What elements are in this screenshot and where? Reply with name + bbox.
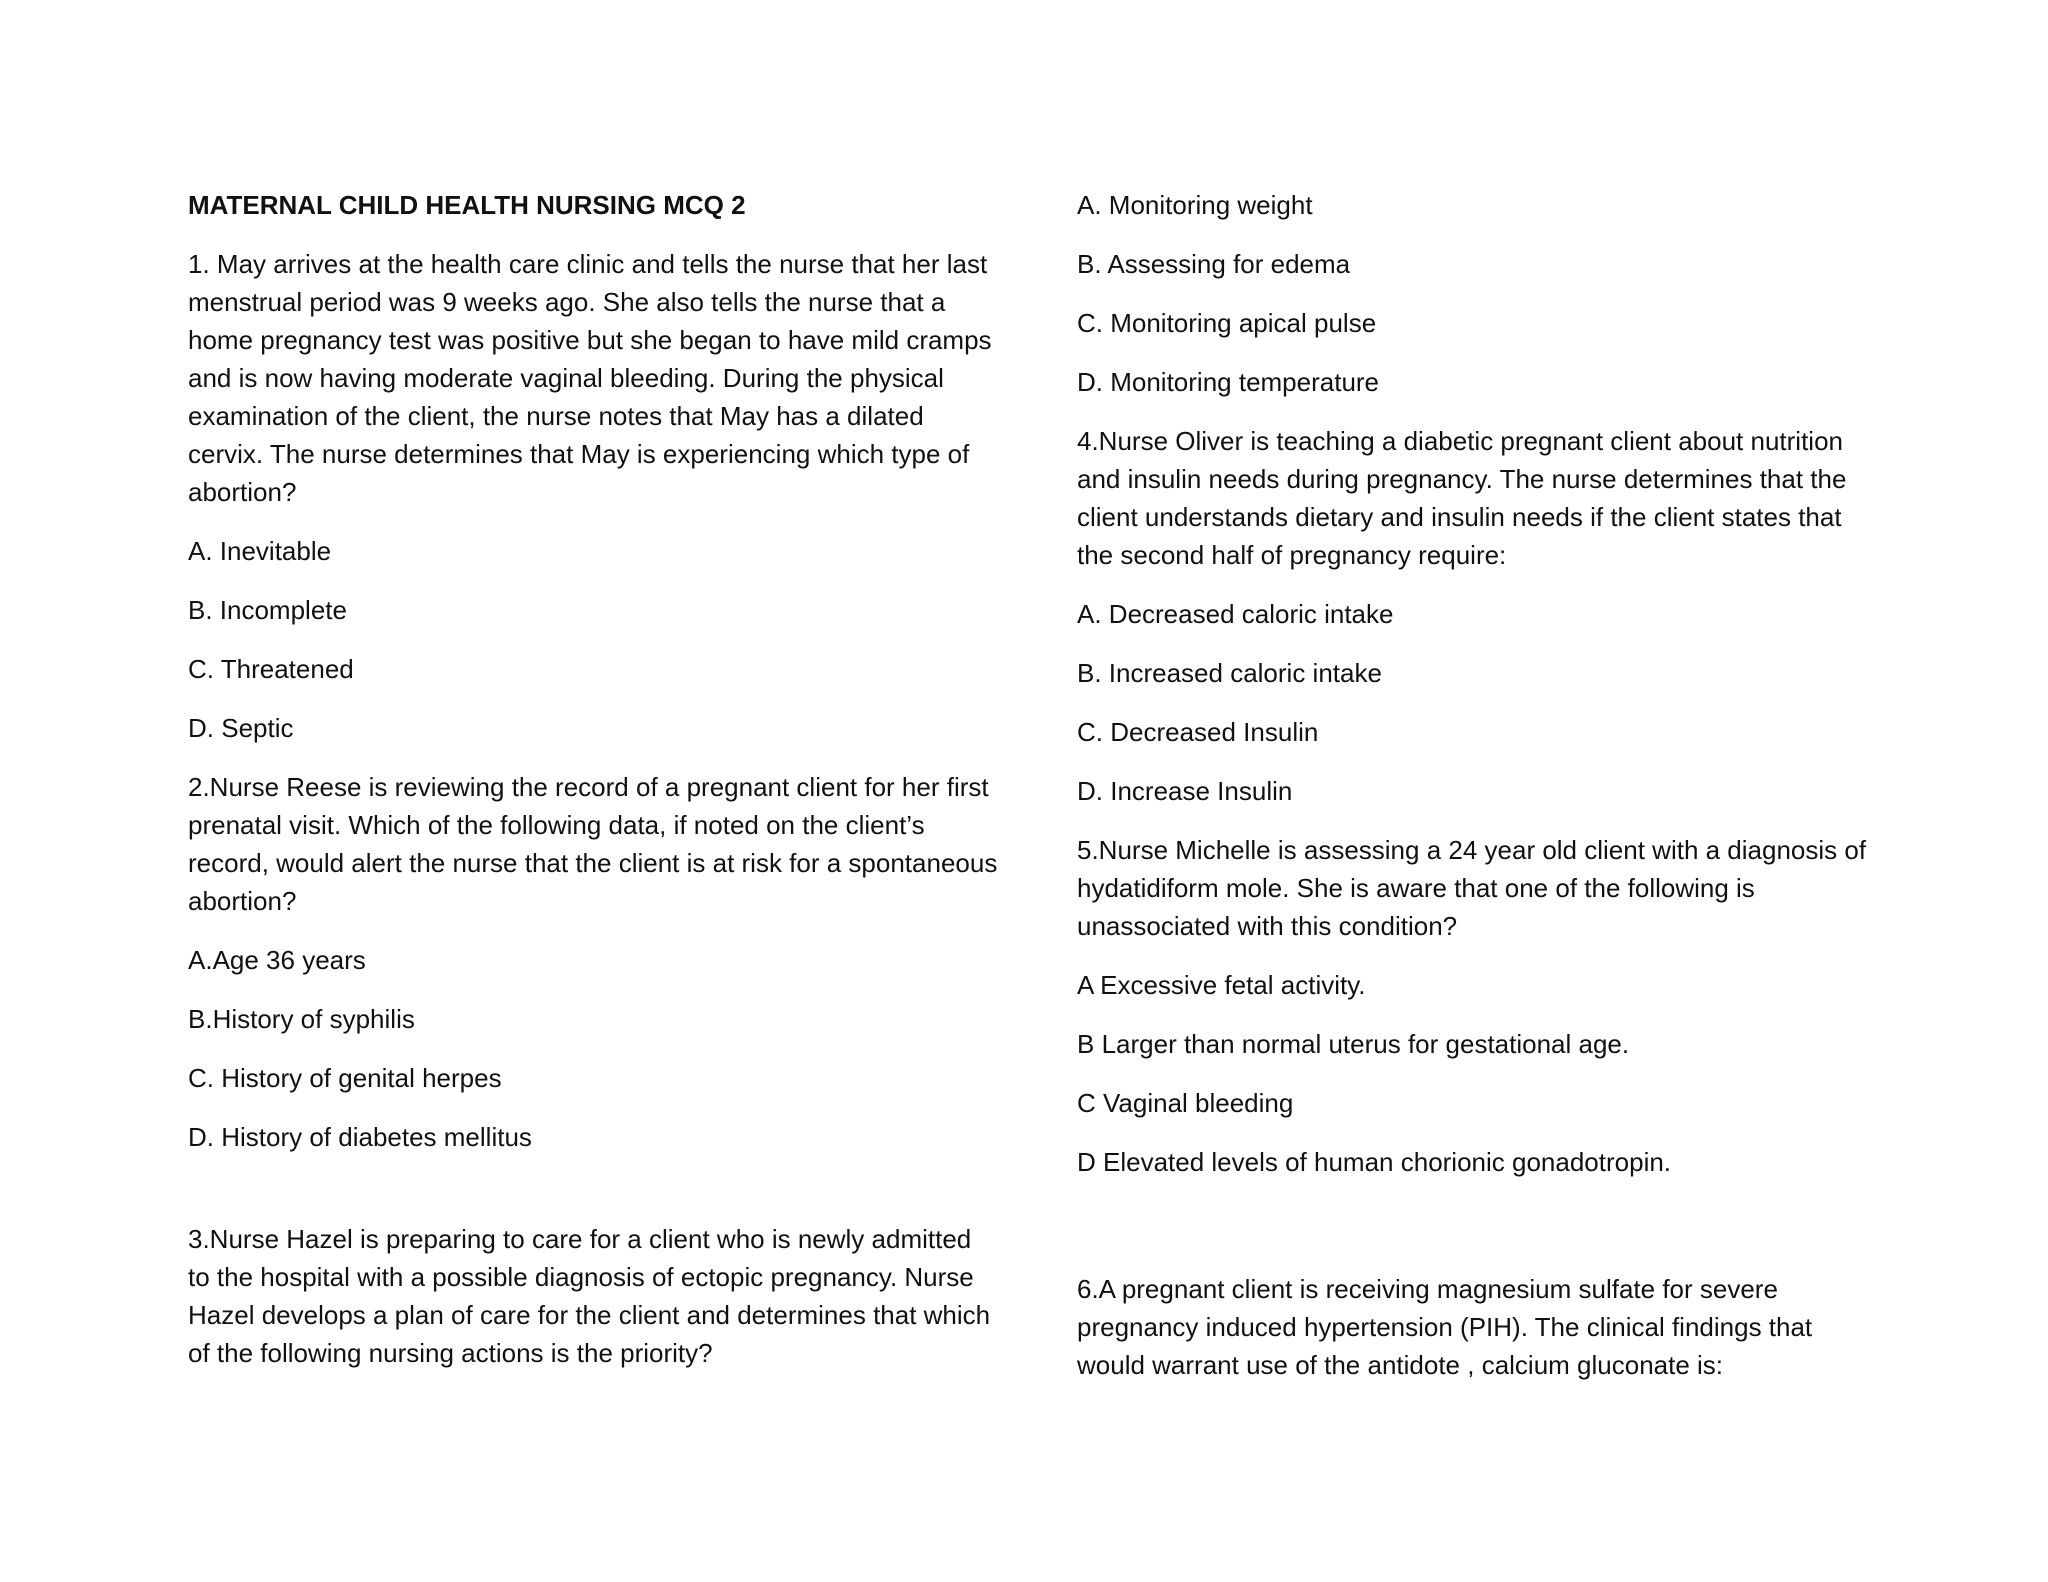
question-1-option-c: C. Threatened <box>188 654 354 684</box>
question-3-stem: 3.Nurse Hazel is preparing to care for a client who is newly admitted to the hospital with a possible diagnosis of ectopic pregnancy. Nurse Hazel develops a plan of care for the client and determines that which of the following nursing actions is the priority? <box>188 1224 991 1368</box>
question-3-option-a: A. Monitoring weight <box>1077 190 1313 220</box>
question-6-stem: 6.A pregnant client is receiving magnesium sulfate for severe pregnancy induced hypertension (PIH). The clinical findings that would warrant use of the antidote , calcium gluconate is: <box>1077 1274 1813 1380</box>
question-1-stem: 1. May arrives at the health care clinic and tells the nurse that her last menstrual period was 9 weeks ago. She also tells the nurse that a home pregnancy test was positive but she began to have mild cramps and is now having moderate vaginal bleeding. During the physical examination of the client, the nurse notes that May has a dilated cervix. The nurse determines that May is experiencing which type of abortion? <box>188 249 992 507</box>
question-2-stem: 2.Nurse Reese is reviewing the record of a pregnant client for her first prenatal visit. Which of the following data, if noted on the client’s record, would alert the nurse that the client is at risk for a spontaneous abortion? <box>188 772 998 916</box>
question-2-option-b: B.History of syphilis <box>188 1004 415 1034</box>
question-4-option-b: B. Increased caloric intake <box>1077 658 1382 688</box>
question-5-option-d: D Elevated levels of human chorionic gonadotropin. <box>1077 1147 1672 1177</box>
question-2-option-d: D. History of diabetes mellitus <box>188 1122 532 1152</box>
question-4-option-c: C. Decreased Insulin <box>1077 717 1319 747</box>
question-5-option-b: B Larger than normal uterus for gestational age. <box>1077 1029 1630 1059</box>
question-4-option-d: D. Increase Insulin <box>1077 776 1293 806</box>
question-4-option-a: A. Decreased caloric intake <box>1077 599 1394 629</box>
document-title: MATERNAL CHILD HEALTH NURSING MCQ 2 <box>188 190 746 220</box>
question-5-stem: 5.Nurse Michelle is assessing a 24 year old client with a diagnosis of hydatidiform mole. She is aware that one of the following is unassociated with this condition? <box>1077 835 1867 941</box>
question-2-option-a: A.Age 36 years <box>188 945 366 975</box>
left-column <box>188 186 998 1393</box>
question-2-option-c: C. History of genital herpes <box>188 1063 502 1093</box>
right-column <box>1077 186 1877 1405</box>
question-3-option-c: C. Monitoring apical pulse <box>1077 308 1377 338</box>
question-5-option-c: C Vaginal bleeding <box>1077 1088 1294 1118</box>
question-1-option-b: B. Incomplete <box>188 595 347 625</box>
question-4-stem: 4.Nurse Oliver is teaching a diabetic pregnant client about nutrition and insulin needs during pregnancy. The nurse determines that the client understands dietary and insulin needs if the client states that the second half of pregnancy require: <box>1077 426 1847 570</box>
question-1-option-d: D. Septic <box>188 713 294 743</box>
question-3-option-b: B. Assessing for edema <box>1077 249 1351 279</box>
question-1-option-a: A. Inevitable <box>188 536 332 566</box>
question-5-option-a: A Excessive fetal activity. <box>1077 970 1366 1000</box>
paragraph-spacer <box>188 1177 998 1220</box>
paragraph-spacer <box>1077 1202 1877 1270</box>
question-3-option-d: D. Monitoring temperature <box>1077 367 1380 397</box>
